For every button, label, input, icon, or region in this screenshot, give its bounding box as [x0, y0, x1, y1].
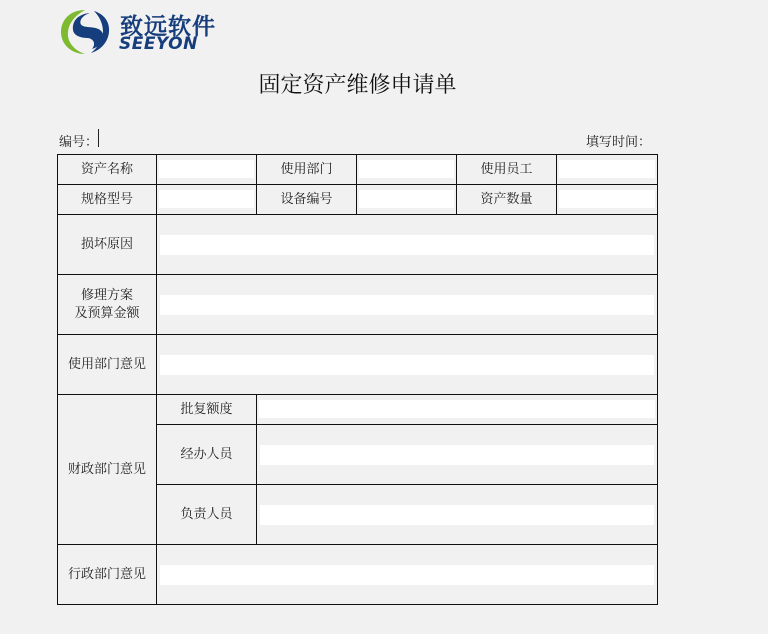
responsible-cell: [257, 485, 658, 545]
asset-name-cell: [157, 155, 257, 185]
form-row-spec-info: [58, 185, 658, 215]
department-label: 使用部门: [257, 155, 357, 185]
form-row-admin-opinion: [58, 545, 658, 605]
seeyon-logo-icon: [58, 6, 114, 58]
form-title: 固定资产维修申请单: [258, 73, 457, 98]
admin-opinion-label: 行政部门意见: [58, 545, 157, 605]
handler-label: 经办人员: [157, 425, 257, 485]
asset-quantity-input[interactable]: [559, 190, 655, 208]
department-cell: [357, 155, 457, 185]
form-row-damage-reason: [58, 215, 658, 275]
approved-amount-input[interactable]: [259, 400, 655, 418]
damage-reason-cell: [157, 215, 658, 275]
employee-input[interactable]: [559, 160, 655, 178]
dept-opinion-label: 使用部门意见: [58, 335, 157, 395]
handler-textarea[interactable]: [260, 425, 654, 484]
repair-request-form: [57, 154, 658, 605]
responsible-label: 负责人员: [157, 485, 257, 545]
asset-name-label: 资产名称: [58, 155, 157, 185]
form-row-approved-amount: [58, 395, 658, 425]
approved-amount-label: 批复额度: [157, 395, 257, 425]
employee-cell: [557, 155, 658, 185]
repair-plan-cell: [157, 275, 658, 335]
spec-model-cell: [157, 185, 257, 215]
form-row-repair-plan: [58, 275, 658, 335]
repair-plan-label: [58, 275, 157, 335]
responsible-textarea[interactable]: [260, 485, 654, 544]
admin-opinion-cell: [157, 545, 658, 605]
dept-opinion-cell: [157, 335, 658, 395]
number-input-caret[interactable]: [98, 129, 99, 147]
employee-label: 使用员工: [457, 155, 557, 185]
spec-model-input[interactable]: [159, 190, 254, 208]
asset-quantity-label: 资产数量: [457, 185, 557, 215]
device-number-label: 设备编号: [257, 185, 357, 215]
admin-opinion-textarea[interactable]: [160, 545, 654, 604]
fill-time-label: 填写时间：: [586, 135, 652, 150]
handler-cell: [257, 425, 658, 485]
number-label: 编号：: [59, 135, 99, 150]
seeyon-logo: [58, 6, 228, 58]
repair-plan-textarea[interactable]: [160, 275, 654, 334]
dept-opinion-textarea[interactable]: [160, 335, 654, 394]
logo-english-name: SEEYON: [119, 34, 198, 54]
department-input[interactable]: [359, 160, 454, 178]
device-number-input[interactable]: [359, 190, 454, 208]
logo-chinese-name: 致远软件: [120, 14, 216, 40]
device-number-cell: [357, 185, 457, 215]
damage-reason-label: 损坏原因: [58, 215, 157, 275]
approved-amount-cell: [257, 395, 658, 425]
spec-model-label: 规格型号: [58, 185, 157, 215]
finance-opinion-label: 财政部门意见: [58, 395, 157, 545]
asset-quantity-cell: [557, 185, 658, 215]
asset-name-input[interactable]: [159, 160, 254, 178]
form-row-asset-info: [58, 155, 658, 185]
form-row-dept-opinion: [58, 335, 658, 395]
repair-plan-label-line2: 及预算金额: [74, 305, 140, 321]
damage-reason-textarea[interactable]: [160, 215, 654, 274]
repair-plan-label-line1: 修理方案: [80, 287, 133, 303]
